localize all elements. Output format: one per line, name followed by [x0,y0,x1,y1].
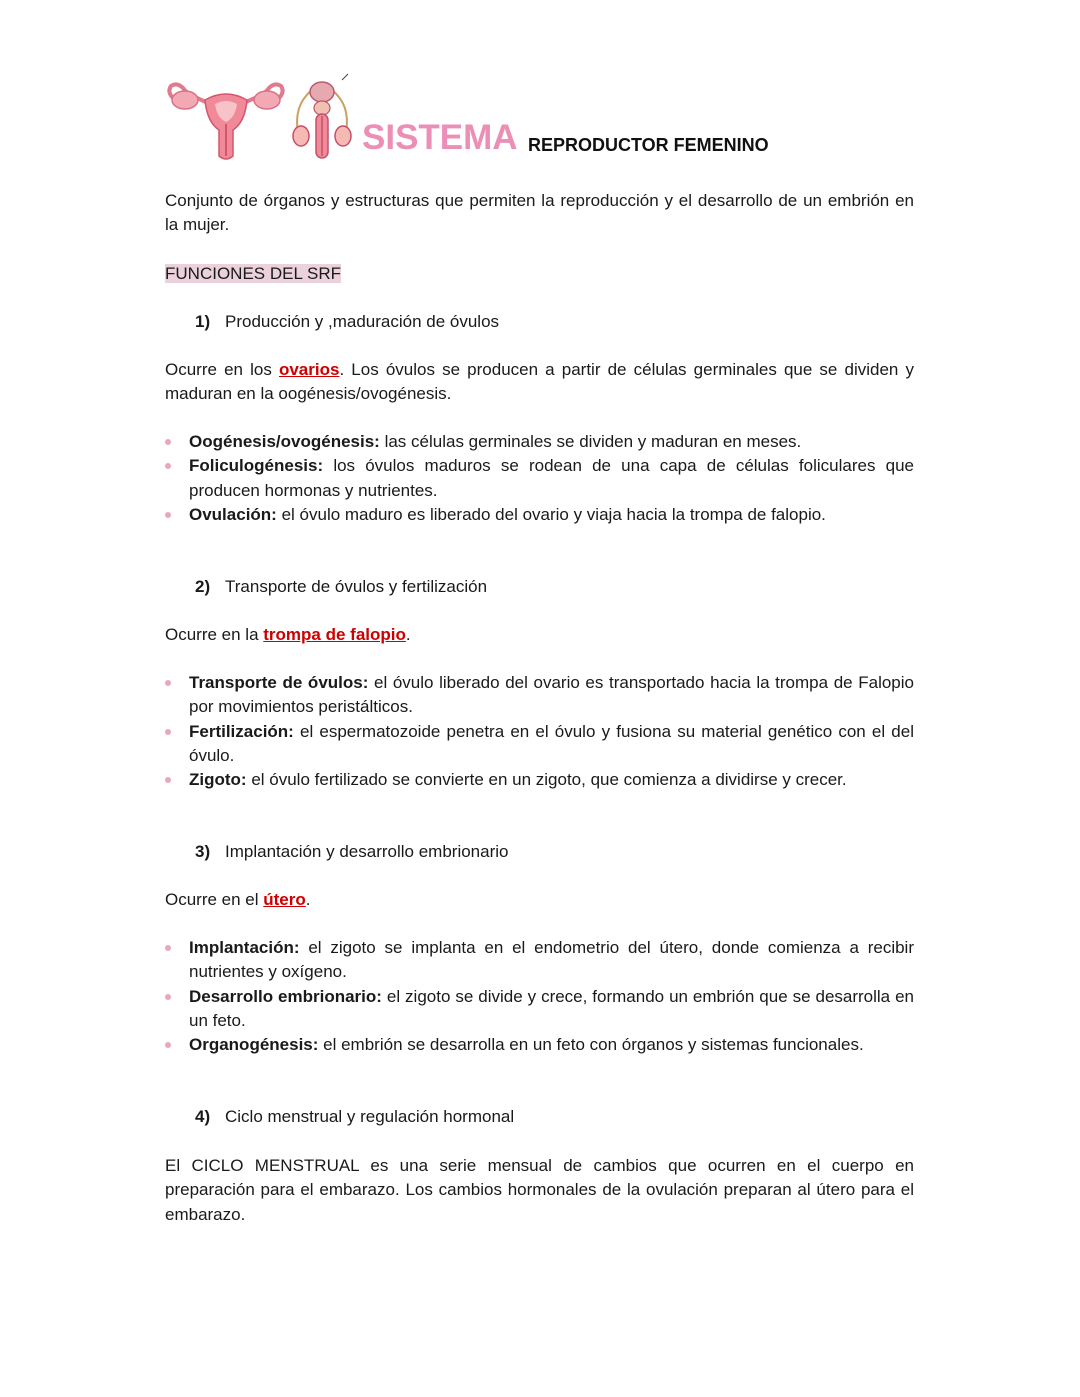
list-item [165,1033,914,1057]
list-item [165,454,914,503]
section-title: Implantación y desarrollo embrionario [225,842,509,861]
bullet-term: Desarrollo embrionario: [189,986,382,1006]
section-3-heading [195,840,508,864]
bullet-text: el óvulo maduro es liberado del ovario y viaja hacia la trompa de falopio. [276,504,826,524]
section-1-bullets [165,430,914,527]
bullet-term: Zigoto: [189,770,247,790]
section-4-heading [195,1105,514,1129]
bullet-text: el espermatozoide penetra en el óvulo y fusiona su material genético con el del óvulo. [189,721,914,765]
bullet-text: el embrión se desarrolla en un feto con órganos y sistemas funcionales. [318,1035,864,1055]
section-1-location [165,358,914,407]
bullet-term: Oogénesis/ovogénesis: [189,432,380,451]
section-title: Ciclo menstrual y regulación hormonal [225,1107,515,1126]
bullet-icon [165,994,171,1000]
list-item [165,720,914,769]
bullet-text: las células germinales se dividen y maduran en meses. [379,432,802,451]
bullet-icon [165,1042,171,1048]
location-suffix: . Los óvulos se producen a partir de células germinales que se dividen y maduran en la oogénesis/ovogénesis. [165,360,915,404]
bullet-text: el óvulo fertilizado se convierte en un zigoto, que comienza a dividirse y crecer. [246,770,847,790]
section-number: 3) [195,842,211,861]
title-main: SISTEMA [362,118,518,157]
section-number: 2) [195,577,211,596]
section-title: Producción y ,maduración de óvulos [225,312,500,331]
bullet-text: el zigoto se implanta en el endometrio del útero, donde comienza a recibir nutrientes y oxígeno. [189,938,914,982]
location-suffix: . [405,625,411,644]
section-1-heading [195,310,499,334]
intro-paragraph: Conjunto de órganos y estructuras que permiten la reproducción y el desarrollo de un embrión en la mujer. [165,191,914,235]
list-item [165,768,914,792]
list-item [165,985,914,1034]
location-prefix: Ocurre en el [165,890,264,909]
section-2-location [165,623,914,647]
ovarios-link[interactable]: ovarios [278,360,340,379]
bullet-text: el zigoto se divide y crece, formando un embrión que se desarrolla en un feto. [189,986,914,1030]
location-prefix: Ocurre en la [165,625,264,644]
bullet-text: los óvulos maduros se rodean de una capa de células foliculares que producen hormonas y nutrientes. [189,456,914,500]
section-3-bullets [165,936,914,1057]
bullet-term: Transporte de óvulos: [189,673,369,692]
section-4-paragraph: El CICLO MENSTRUAL es una serie mensual de cambios que ocurren en el cuerpo en preparación para el embarazo. Los cambios hormonales de la ovulación preparan al útero para el embarazo. [165,1156,914,1224]
bullet-icon [165,439,171,445]
list-item [165,503,914,527]
functions-heading-row [165,262,914,286]
bullet-term: Organogénesis: [189,1035,319,1055]
section-number: 1) [195,312,211,331]
bullet-text: el óvulo liberado del ovario es transportado hacia la trompa de Falopio por movimientos peristálticos. [189,673,914,717]
utero-link[interactable]: útero [263,890,306,909]
functions-heading: FUNCIONES DEL SRF [165,264,342,283]
bullet-term: Foliculogénesis: [189,456,324,476]
bullet-term: Implantación: [189,938,300,957]
section-title: Transporte de óvulos y fertilización [225,577,488,596]
bullet-icon [165,512,171,518]
male-reproductive-icon [288,72,356,164]
list-item [165,936,914,985]
list-item [165,430,914,454]
bullet-icon [165,680,171,686]
trompa-de-falopio-link[interactable]: trompa de falopio [263,625,406,644]
bullet-icon [165,729,171,735]
list-item [165,671,914,720]
bullet-term: Ovulación: [189,504,277,524]
bullet-icon [165,945,171,951]
title-sub: REPRODUCTOR FEMENINO [528,135,769,155]
location-prefix: Ocurre en los [165,360,279,379]
bullet-icon [165,777,171,783]
location-suffix: . [305,890,311,909]
section-3-location [165,888,914,912]
uterus-icon [165,78,287,162]
bullet-icon [165,463,171,469]
section-2-bullets [165,671,914,792]
bullet-term: Fertilización: [189,721,294,741]
section-number: 4) [195,1107,211,1126]
section-2-heading [195,575,487,599]
